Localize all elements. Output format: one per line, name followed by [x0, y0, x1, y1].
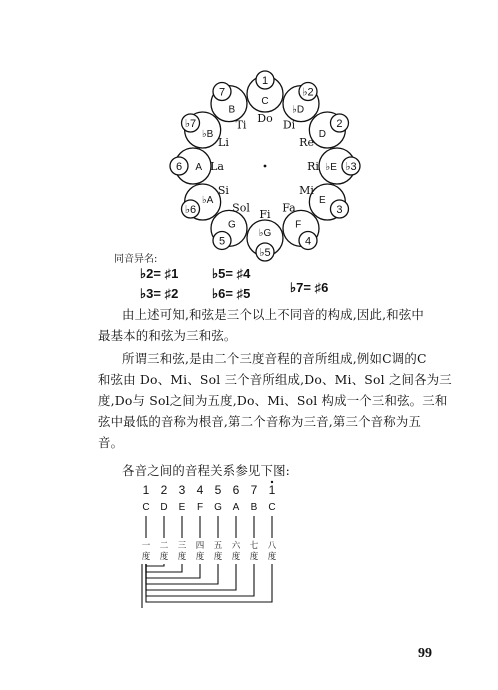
- scale-letter: F: [196, 502, 204, 513]
- degree-number: 五: [213, 541, 223, 551]
- solfege-syllable: La: [210, 160, 224, 173]
- scale-number: 5: [214, 483, 222, 497]
- degree-unit: 度: [249, 552, 259, 562]
- solfege-syllable: Fi: [259, 208, 271, 221]
- note-letter: D: [318, 128, 326, 140]
- enharmonic-pair: ♭7= ♯6: [290, 280, 329, 295]
- page-number: 99: [418, 646, 432, 661]
- solfege-syllable: Sol: [232, 201, 250, 215]
- degree-unit: 度: [141, 552, 151, 562]
- degree-number: 三: [177, 541, 187, 551]
- octave-dot: [271, 481, 273, 483]
- scale-letter: B: [250, 502, 258, 513]
- note-number: ♭7: [184, 118, 197, 130]
- degree-unit: 度: [195, 552, 205, 562]
- note-letter: ♭G: [258, 228, 272, 240]
- scale-letter: E: [178, 502, 186, 513]
- scale-number: 2: [160, 483, 168, 497]
- solfege-syllable: Di: [282, 118, 296, 132]
- scale-letter: C: [268, 502, 276, 513]
- note-letter: C: [261, 95, 269, 107]
- degree-unit: 度: [231, 552, 241, 562]
- note-number: 5: [218, 235, 226, 248]
- text-line: 所谓三和弦,是由二个三度音程的音所组成,例如C调的C: [122, 351, 427, 366]
- note-letter: ♭E: [325, 162, 337, 173]
- degree-number: 六: [231, 541, 241, 551]
- degree-unit: 度: [177, 552, 187, 562]
- interval-diagram: [130, 480, 300, 620]
- interval-bracket: [146, 564, 236, 590]
- note-number: ♭2: [302, 86, 314, 99]
- text-line: 由上述可知,和弦是三个以上不同音的构成,因此,和弦中: [122, 307, 424, 322]
- solfege-syllable: Re: [299, 136, 314, 149]
- note-number: 4: [304, 235, 312, 248]
- note-letter: ♭A: [201, 195, 214, 207]
- note-number: 6: [175, 161, 183, 173]
- degree-number: 一: [141, 541, 151, 551]
- scale-letter: D: [160, 502, 168, 513]
- enharmonic-pair: ♭6= ♯5: [212, 286, 251, 301]
- scale-number: 7: [250, 483, 258, 497]
- solfege-syllable: Fa: [282, 201, 296, 215]
- text-line: 弦中最低的音称为根音,第二个音称为三音,第三个音称为五: [98, 414, 422, 429]
- degree-number: 二: [159, 541, 169, 551]
- text-line: 音。: [98, 435, 124, 450]
- degree-unit: 度: [213, 552, 223, 562]
- enharmonic-title: 同音异名:: [114, 254, 158, 265]
- paragraph-3: [98, 460, 450, 481]
- note-letter: G: [227, 219, 236, 231]
- solfege-syllable: Ri: [307, 160, 319, 173]
- solfege-syllable: Ti: [235, 118, 247, 132]
- solfege-syllable: Do: [257, 112, 273, 125]
- note-letter: ♭B: [201, 128, 214, 140]
- scale-letter: C: [142, 502, 150, 513]
- interval-bracket: [146, 564, 164, 566]
- scale-number: 1: [268, 483, 276, 497]
- note-number: 7: [218, 86, 226, 99]
- note-number: 2: [336, 118, 343, 130]
- degree-number: 四: [195, 541, 205, 551]
- scale-number: 6: [232, 483, 240, 497]
- note-letter: F: [295, 219, 302, 231]
- enharmonic-pair: ♭3= ♯2: [140, 286, 179, 301]
- note-letter: E: [319, 195, 326, 207]
- degree-unit: 度: [267, 552, 277, 562]
- text-line: 度,Do与 Sol之间为五度,Do、Mi、Sol 构成一个三和弦。三和: [98, 393, 448, 408]
- solfege-syllable: Si: [217, 184, 229, 197]
- note-number: ♭6: [184, 204, 197, 216]
- note-letter: ♭D: [292, 104, 305, 116]
- note-letter: B: [228, 104, 236, 116]
- note-number: 3: [336, 204, 343, 216]
- degree-number: 七: [249, 541, 259, 551]
- text-line: 最基本的和弦为三和弦。: [98, 328, 237, 343]
- paragraph-1: [98, 304, 450, 346]
- enharmonic-pair: ♭2= ♯1: [140, 266, 179, 281]
- note-number: ♭5: [259, 247, 271, 259]
- scale-number: 1: [142, 483, 150, 497]
- scale-letter: A: [232, 502, 240, 513]
- enharmonic-pair: ♭5= ♯4: [212, 266, 251, 281]
- solfege-syllable: Li: [218, 136, 229, 149]
- chromatic-circle-diagram: [160, 66, 370, 266]
- note-number: ♭3: [345, 161, 357, 173]
- degree-number: 八: [267, 541, 277, 551]
- scale-letter: G: [214, 502, 222, 513]
- note-number: 1: [261, 75, 269, 87]
- paragraph-2: [98, 348, 450, 453]
- scale-number: 4: [196, 483, 204, 497]
- text-line: 和弦由 Do、Mi、Sol 三个音所组成,Do、Mi、Sol 之间各为三: [98, 372, 452, 387]
- center-dot: [264, 165, 267, 168]
- solfege-syllable: Mi: [299, 184, 314, 197]
- scale-number: 3: [178, 483, 186, 497]
- degree-unit: 度: [159, 552, 169, 562]
- text-line: 各音之间的音程关系参见下图:: [122, 463, 291, 478]
- note-letter: A: [195, 162, 203, 173]
